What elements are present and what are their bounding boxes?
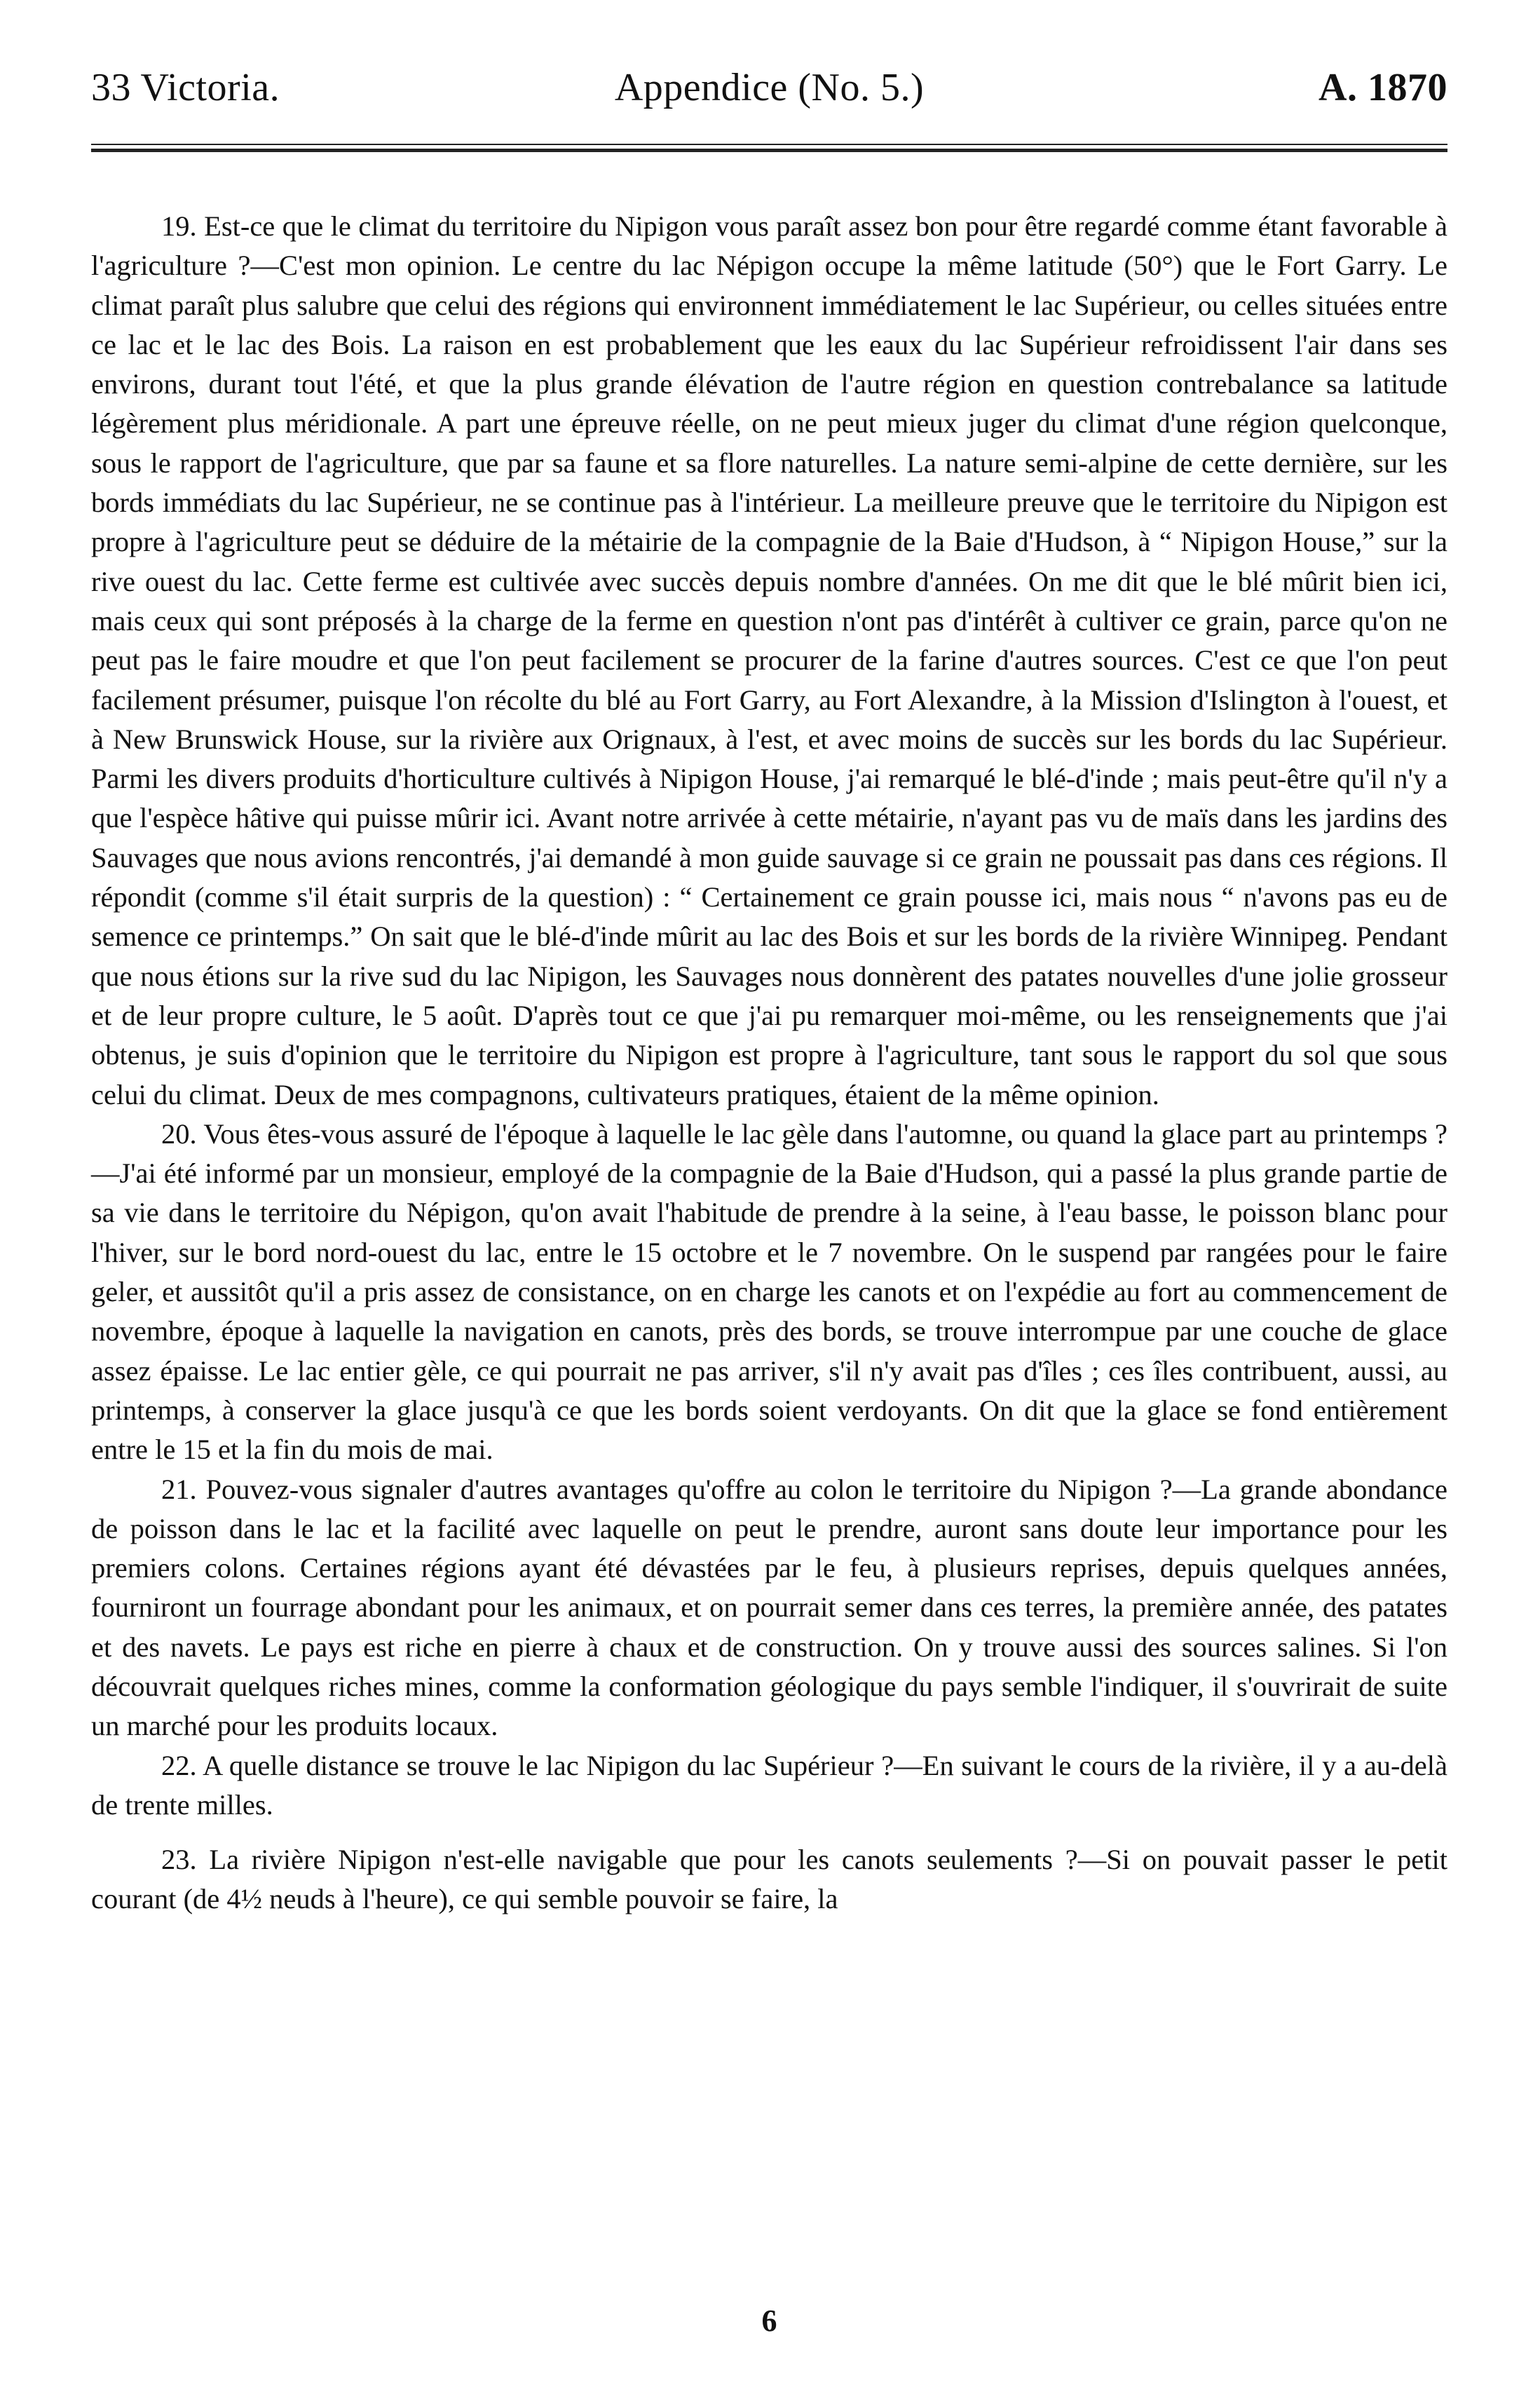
running-header	[91, 56, 1447, 119]
header-year: A. 1870	[1319, 66, 1447, 109]
paragraph-21: 21. Pouvez-vous signaler d'autres avantages qu'offre au colon le territoire du Nipigon ?—La grande abondance de poisson dans le lac et la facilité avec laquelle on peut le prendre, auront sans doute leur importance pour les premiers colons. Certaines régions ayant été dévastées par le feu, à plusieurs reprises, depuis quelques années, fourniront un fourrage abondant pour les animaux, et on pourrait semer dans ces terres, la première année, des patates et des navets. Le pays est riche en pierre à chaux et de construction. On y trouve aussi des sources salines. Si l'on découvrait quelques riches mines, comme la conformation géologique du pays semble l'indiquer, il s'ouvrirait de suite un marché pour les produits locaux.	[91, 1473, 1447, 1742]
paragraph-20: 20. Vous êtes-vous assuré de l'époque à laquelle le lac gèle dans l'automne, ou quand la glace part au printemps ?—J'ai été informé par un monsieur, employé de la compagnie de la Baie d'Hudson, qui a passé la plus grande partie de sa vie dans le territoire du Népigon, qu'on avait l'habitude de prendre à la seine, à l'eau basse, le poisson blanc pour l'hiver, sur le bord nord-ouest du lac, entre le 15 octobre et le 7 novembre. On le suspend par rangées pour le faire geler, et aussitôt qu'il a pris assez de consistance, on en charge les canots et on l'expédie au fort au commencement de novembre, époque à laquelle la navigation en canots, près des bords, se trouve interrompue par une couche de glace assez épaisse. Le lac entier gèle, ce qui pourrait ne pas arriver, s'il n'y avait pas d'îles ; ces îles contribuent, aussi, au printemps, à conserver la glace jusqu'à ce que les bords soient verdoyants. On dit que la glace se fond entièrement entre le 15 et la fin du mois de mai.	[91, 1117, 1447, 1466]
header-appendix: Appendice (No. 5.)	[614, 66, 925, 109]
page-number: 6	[761, 2304, 777, 2338]
header-rule-thin	[91, 144, 1447, 145]
paragraph-23: 23. La rivière Nipigon n'est-elle navigable que pour les canots seulements ?—Si on pouvait passer le petit courant (de 4½ neuds à l'heure), ce qui semble pouvoir se faire, la	[91, 1844, 1447, 1915]
body-text	[91, 207, 1447, 1919]
header-rule-thick	[91, 149, 1447, 152]
document-page	[91, 56, 1447, 2369]
header-session: 33 Victoria.	[91, 66, 280, 109]
paragraph-19: 19. Est-ce que le climat du territoire du Nipigon vous paraît assez bon pour être regardé comme étant favorable à l'agriculture ?—C'est mon opinion. Le centre du lac Népigon occupe la même latitude (50°) que le Fort Garry. Le climat paraît plus salubre que celui des régions qui environnent immédiatement le lac Supérieur, ou celles situées entre ce lac et le lac des Bois. La raison en est probablement que les eaux du lac Supérieur refroidissent l'air dans ses environs, durant tout l'été, et que la plus grande élévation de l'autre région en question contrebalance sa latitude légèrement plus méridionale. A part une épreuve réelle, on ne peut mieux juger du climat d'une région quelconque, sous le rapport de l'agriculture, que par sa faune et sa flore naturelles. La nature semi-alpine de cette dernière, sur les bords immédiats du lac Supérieur, ne se continue pas à l'intérieur. La meilleure preuve que le territoire du Nipigon est propre à l'agriculture peut se déduire de la métairie de la compagnie de la Baie d'Hudson, à “ Nipigon House,” sur la rive ouest du lac. Cette ferme est cultivée avec succès depuis nombre d'années. On me dit que le blé mûrit bien ici, mais ceux qui sont préposés à la charge de la ferme en question n'ont pas d'intérêt à cultiver ce grain, parce qu'on ne peut pas le faire moudre et que l'on peut facilement se procurer de la farine d'autres sources. C'est ce que l'on peut facilement présumer, puisque l'on récolte du blé au Fort Garry, au Fort Alexandre, à la Mission d'Islington à l'ouest, et à New Brunswick House, sur la rivière aux Orignaux, à l'est, et avec moins de succès sur les bords du lac Supérieur. Parmi les divers produits d'horticulture cultivés à Nipigon House, j'ai remarqué le blé-d'inde ; mais peut-être qu'il n'y a que l'espèce hâtive qui puisse mûrir ici. Avant notre arrivée à cette métairie, n'ayant pas vu de maïs dans les jardins des Sauvages que nous avions rencontrés, j'ai demandé à mon guide sauvage si ce grain ne poussait pas dans ces régions. Il répondit (comme s'il était surpris de la question) : “ Certainement ce grain pousse ici, mais nous “ n'avons pas eu de semence ce printemps.” On sait que le blé-d'inde mûrit au lac des Bois et sur les bords de la rivière Winnipeg. Pendant que nous étions sur la rive sud du lac Nipigon, les Sauvages nous donnèrent des patates nouvelles d'une jolie grosseur et de leur propre culture, le 5 août. D'après tout ce que j'ai pu remarquer moi-même, ou les renseignements que j'ai obtenus, je suis d'opinion que le territoire du Nipigon est propre à l'agriculture, tant sous le rapport du sol que sous celui du climat. Deux de mes compagnons, cultivateurs pratiques, étaient de la même opinion.	[91, 210, 1447, 1110]
paragraph-22: 22. A quelle distance se trouve le lac Nipigon du lac Supérieur ?—En suivant le cours de la rivière, il y a au-delà de trente milles.	[91, 1749, 1447, 1821]
